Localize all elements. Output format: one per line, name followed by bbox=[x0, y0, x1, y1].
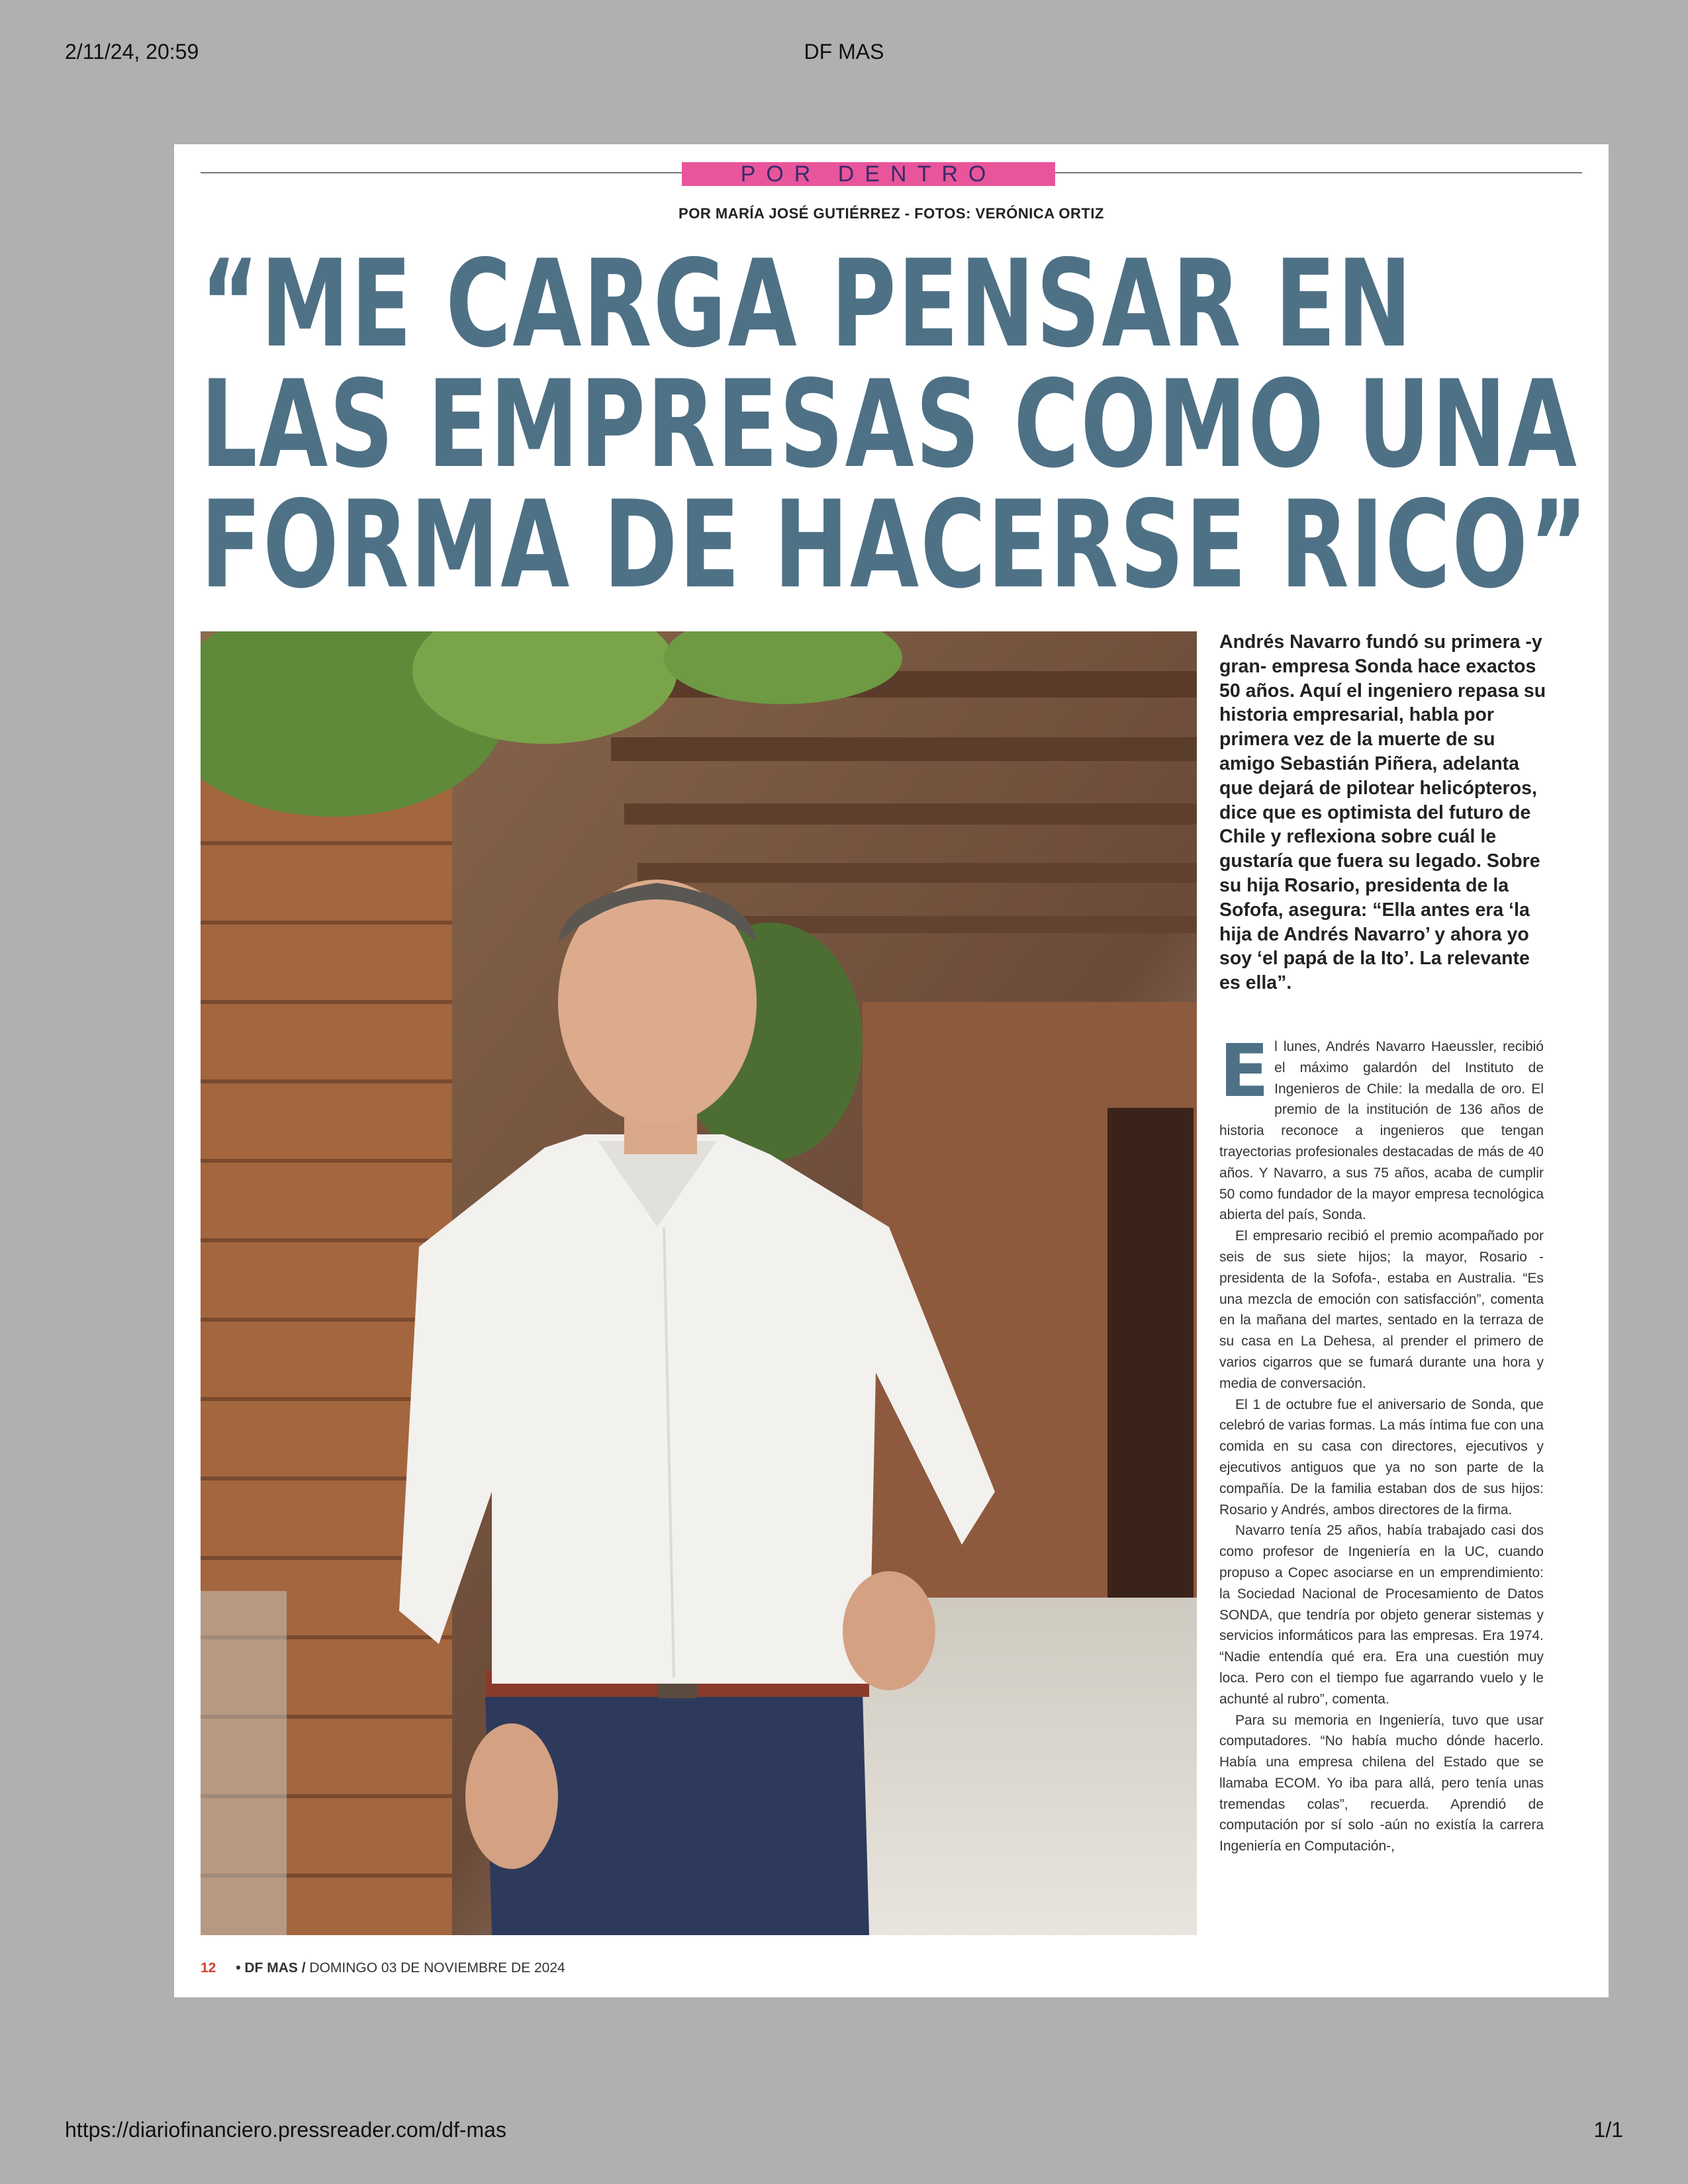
portrait-photo-illustration bbox=[201, 631, 1197, 1935]
print-title: DF MAS bbox=[804, 40, 884, 64]
article-body bbox=[1219, 1028, 1544, 1857]
article-paragraph: Para su memoria en Ingeniería, tuvo que usar computadores. “No había mucho dónde hacerlo. Había una empresa chilena del Estado que se llamaba ECOM. Yo iba para allá, pero tenía unas tremendas colas”, recuerda. Aprendió de computación por sí solo -aún no existía la carrera Ingeniería en Computación-, bbox=[1219, 1712, 1544, 1854]
print-datetime: 2/11/24, 20:59 bbox=[65, 40, 199, 64]
page-folio bbox=[201, 1960, 565, 1976]
print-page-count: 1/1 bbox=[1593, 2118, 1623, 2142]
headline bbox=[201, 234, 1589, 615]
byline: POR MARÍA JOSÉ GUTIÉRREZ - FOTOS: VERÓNICA ORTIZ bbox=[679, 205, 1104, 222]
print-header bbox=[65, 40, 1623, 66]
newspaper-page bbox=[174, 144, 1609, 1997]
headline-line: LAS EMPRESAS COMO UNA bbox=[201, 354, 1579, 494]
print-url[interactable]: https://diariofinanciero.pressreader.com/df-mas bbox=[65, 2118, 506, 2142]
article-paragraph: El empresario recibió el premio acompañado por seis de sus siete hijos; la mayor, Rosario -presidenta de la Sofofa-, estaba en Australia. “Es una mezcla de emoción con satisfacción”, comenta en la mañana del martes, sentado en la terraza de su casa en La Dehesa, al prender el primero de varios cigarros que se fumará durante una hora y media de conversación. bbox=[1219, 1228, 1544, 1391]
page-number: 12 bbox=[201, 1960, 216, 1976]
section-tag: POR DENTRO bbox=[682, 162, 1055, 186]
article-paragraph bbox=[1219, 1028, 1544, 1226]
portrait-photo bbox=[201, 631, 1197, 1935]
article-deck: Andrés Navarro fundó su primera -y gran- empresa Sonda hace exactos 50 años. Aquí el ingeniero repasa su historia empresarial, habla por primera vez de la muerte de su amigo Sebastián Piñera, adelanta que dejará de pilotear helicópteros, dice que es optimista del futuro de Chile y reflexiona sobre cuál le gustaría que fuera su legado. Sobre su hija Rosario, presidenta de la Sofofa, asegura: “Ella antes era ‘la hija de Andrés Navarro’ y ahora yo soy ‘el papá de la Ito’. La relevante es ella”. bbox=[1219, 631, 1546, 994]
drop-cap: E bbox=[1219, 1028, 1270, 1113]
paragraph-text: l lunes, Andrés Navarro Haeussler, recibió el máximo galardón del Instituto de Ingenieros de Chile: la medalla de oro. El premio de la institución de 136 años de historia reconoce a ingenieros que tengan trayectorias profesionales destacadas de más de 40 años. Y Navarro, a sus 75 años, acaba de cumplir 50 como fundador de la mayor empresa tecnológica abierta del país, Sonda. bbox=[1219, 1039, 1544, 1223]
article-paragraph: El 1 de octubre fue el aniversario de Sonda, que celebró de varias formas. La más íntima fue con una comida en su casa con directores, ejecutivos y ejecutivos antiguos que ya no son parte de la compañía. De la familia estaban dos de sus hijos: Rosario y Andrés, ambos directores de la firma. bbox=[1219, 1396, 1544, 1518]
headline-line: “ME CARGA PENSAR EN bbox=[201, 234, 1414, 374]
folio-date: DOMINGO 03 DE NOVIEMBRE DE 2024 bbox=[309, 1960, 565, 1976]
folio-publication: • DF MAS / bbox=[236, 1960, 306, 1976]
headline-line: FORMA DE HACERSE RICO” bbox=[201, 475, 1589, 615]
print-footer bbox=[65, 2118, 1623, 2144]
article-paragraph: Navarro tenía 25 años, había trabajado casi dos como profesor de Ingeniería en la UC, cuando propuso a Copec asociarse en un emprendimiento: la Sociedad Nacional de Procesamiento de Datos SONDA, que tendría por objeto generar sistemas y servicios informáticos para las empresas. Era 1974. “Nadie entendía qué era. Era una cuestión muy loca. Pero con el tiempo fue agarrando vuelo y le achunté al rubro”, comenta. bbox=[1219, 1523, 1544, 1707]
